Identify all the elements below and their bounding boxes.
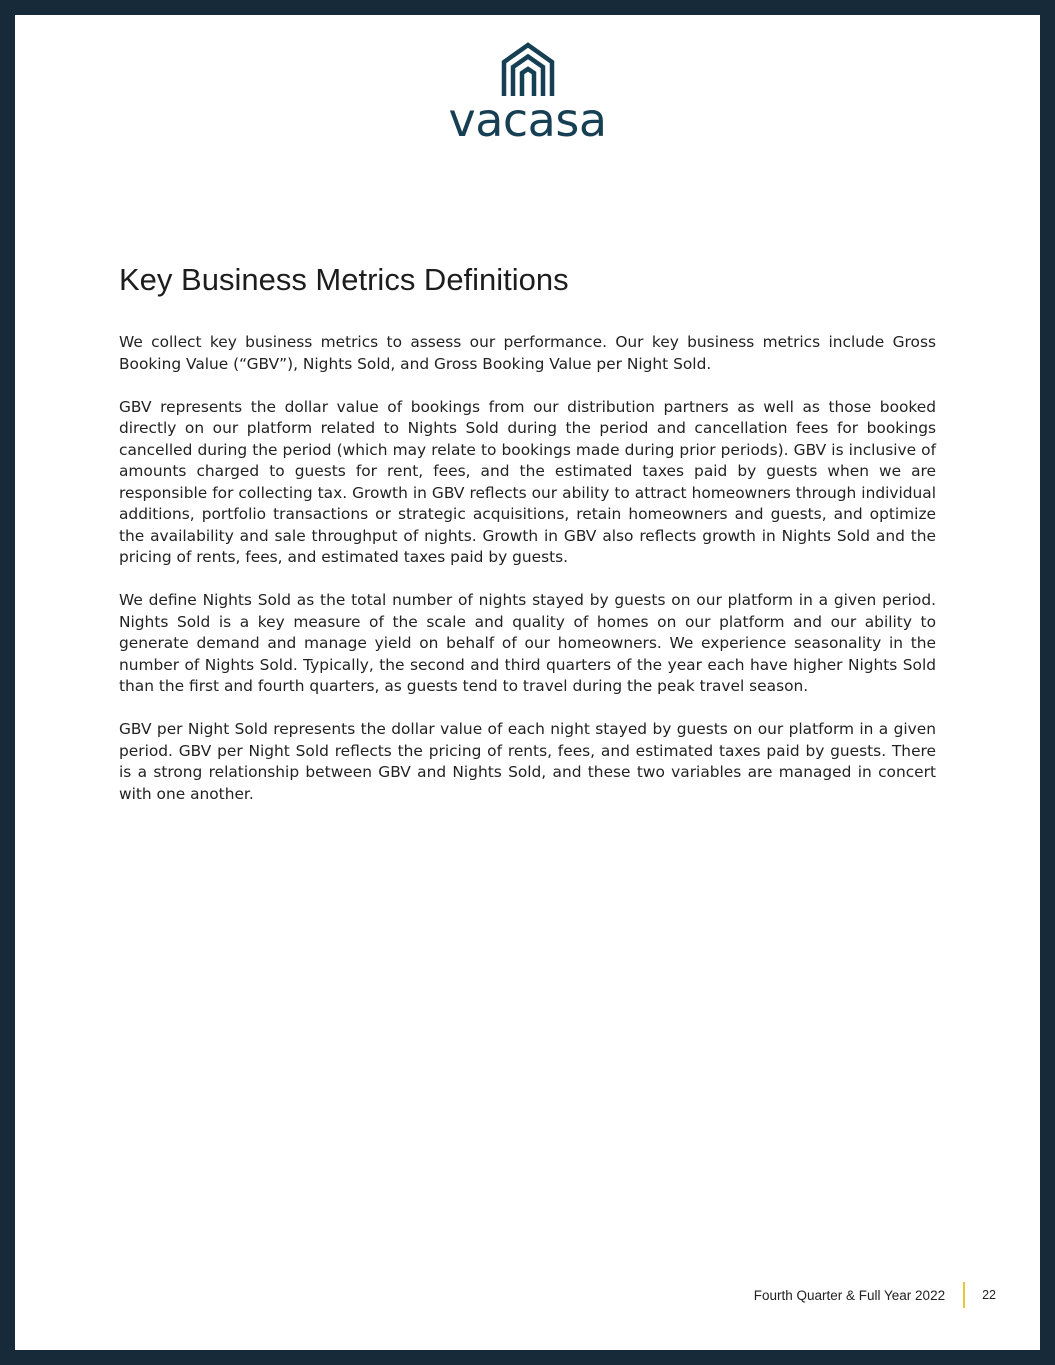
footer-report-label: Fourth Quarter & Full Year 2022 [753, 1287, 946, 1303]
house-logo-icon [500, 42, 556, 96]
paragraph-gbv-per-night: GBV per Night Sold represents the dollar value of each night stayed by guests on our platform in a given period. GBV per Night Sold reflects the pricing of rents, fees, and estimated taxes paid by guests. There is a strong relationship between GBV and Nights Sold, and these two variables are managed in concert with one another. [119, 720, 936, 803]
document-page [15, 15, 1040, 1350]
footer-divider [963, 1282, 965, 1308]
definitions-body [119, 332, 936, 827]
paragraph-gbv: GBV represents the dollar value of bookings from our distribution partners as well as those booked directly on our platform related to Nights Sold during the period and cancellation fees for bookings cancelled during the period (which may relate to bookings made during prior periods). GBV is inclusive of amounts charged to guests for rent, fees, and the estimated taxes paid by guests when we are responsible for collecting tax. Growth in GBV reflects our ability to attract homeowners through individual additions, portfolio transactions or strategic acquisitions, retain homeowners and guests, and optimize the availability and sale throughput of nights. Growth in GBV also reflects growth in Nights Sold and the pricing of rents, fees, and estimated taxes paid by guests. [119, 397, 936, 566]
page-title: Key Business Metrics Definitions [119, 262, 569, 297]
page-number: 22 [982, 1288, 996, 1302]
logo-wordmark: vacasa [448, 93, 607, 147]
vacasa-logo [15, 42, 1040, 145]
paragraph-intro: We collect key business metrics to assess our performance. Our key business metrics include Gross Booking Value (“GBV”), Nights Sold, and Gross Booking Value per Night Sold. [119, 333, 936, 373]
page-footer [754, 1281, 996, 1309]
paragraph-nights-sold: We define Nights Sold as the total number of nights stayed by guests on our platform in a given period. Nights Sold is a key measure of the scale and quality of homes on our platform and our ability to generate demand and manage yield on behalf of our homeowners. We experience seasonality in the number of Nights Sold. Typically, the second and third quarters of the year each have higher Nights Sold than the first and fourth quarters, as guests tend to travel during the peak travel season. [119, 591, 936, 695]
